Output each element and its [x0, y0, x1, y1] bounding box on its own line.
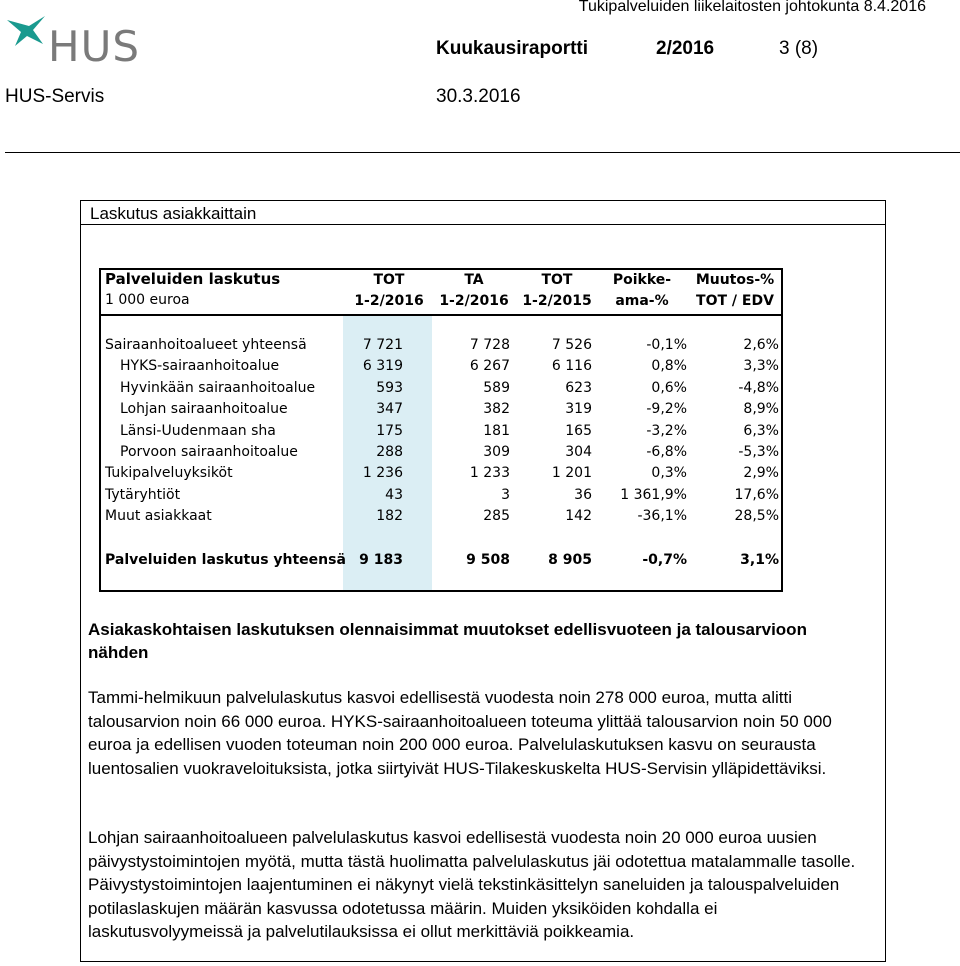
table-cell: 1 201	[551, 465, 592, 481]
table-cell: -6,8%	[646, 444, 687, 460]
table-cell: 7 526	[551, 337, 592, 353]
table-cell: 593	[376, 380, 403, 396]
table-cell: 288	[376, 444, 403, 460]
table-cell: 309	[483, 444, 510, 460]
table-cell: 175	[376, 423, 403, 439]
table-cell: -4,8%	[738, 380, 779, 396]
column-header: 1-2/2016	[354, 293, 424, 309]
column-header: TOT / EDV	[696, 293, 774, 309]
section-title: Laskutus asiakkaittain	[81, 201, 885, 225]
table-cell: 1 361,9%	[620, 487, 687, 503]
unit-name: HUS-Servis	[5, 86, 105, 107]
row-label: Sairaanhoitoalueet yhteensä	[105, 337, 307, 353]
total-cell: 9 508	[466, 552, 510, 568]
paragraph-2: Lohjan sairaanhoitoalueen palvelulaskutus kasvoi edellisestä vuodesta noin 20 000 euroa uusien päivystystoimintojen myötä, mutta tästä huolimatta palvelulaskutus jäi odotettua matalammalle tasolle. Päivystystoimintojen laajentuminen ei näkynyt vielä tekstinkäsittelyn saneluiden ja talouspalveluiden potilaslaskujen määrän kasvussa odotetussa määrin. Muiden yksiköiden kohdalla ei laskutusvolyymeissä ja palvelutilauksissa ei ollut merkittäviä poikkeamia.	[88, 828, 856, 941]
header-divider	[5, 152, 960, 153]
report-title: Kuukausiraportti	[436, 38, 589, 59]
row-label: Lohjan sairaanhoitoalue	[120, 401, 288, 417]
table-cell: 623	[565, 380, 592, 396]
organization: Tukipalveluiden liikelaitosten johtokunta 8.4.2016	[578, 0, 926, 15]
table-cell: 182	[376, 508, 403, 524]
table-cell: -9,2%	[646, 401, 687, 417]
table-cell: -5,3%	[738, 444, 779, 460]
table-cell: 36	[574, 487, 592, 503]
table-cell: 1 236	[362, 465, 403, 481]
total-cell: -0,7%	[642, 552, 687, 568]
table-cell: -36,1%	[637, 508, 687, 524]
table-cell: 3	[501, 487, 510, 503]
table-cell: 0,6%	[651, 380, 687, 396]
row-label: Länsi-Uudenmaan sha	[120, 423, 276, 439]
table-cell: 0,3%	[651, 465, 687, 481]
table-cell: -0,1%	[646, 337, 687, 353]
table-cell: 1 233	[469, 465, 510, 481]
table-cell: 2,6%	[743, 337, 779, 353]
table-cell: 347	[376, 401, 403, 417]
table-cell: 181	[483, 423, 510, 439]
report-date: 30.3.2016	[436, 86, 521, 107]
table-subtitle: 1 000 euroa	[105, 292, 190, 308]
column-header: TOT	[373, 272, 405, 288]
table-cell: 17,6%	[734, 487, 779, 503]
table-cell: 142	[565, 508, 592, 524]
table-cell: 6,3%	[743, 423, 779, 439]
total-cell: 3,1%	[740, 552, 779, 568]
report-period: 2/2016	[656, 38, 715, 59]
table-cell: 8,9%	[743, 401, 779, 417]
section-heading: Asiakaskohtaisen laskutuksen olennaisimmat muutokset edellisvuoteen ja talousarvioon nähden	[88, 620, 807, 662]
column-header: Poikke-	[612, 272, 672, 288]
table-cell: 7 721	[362, 337, 403, 353]
column-header: 1-2/2016	[439, 293, 509, 309]
table-cell: -3,2%	[646, 423, 687, 439]
table-title: Palveluiden laskutus	[105, 270, 281, 288]
row-label: Hyvinkään sairaanhoitoalue	[120, 380, 316, 396]
billing-table	[99, 268, 783, 592]
row-label: Tukipalveluyksiköt	[105, 465, 233, 481]
row-label: Porvoon sairaanhoitoalue	[120, 444, 298, 460]
table-cell: 589	[483, 380, 510, 396]
table-cell: 6 116	[551, 358, 592, 374]
logo-text: HUS	[48, 22, 140, 71]
table-cell: 28,5%	[734, 508, 779, 524]
table-cell: 285	[483, 508, 510, 524]
total-label: Palveluiden laskutus yhteensä	[105, 552, 346, 568]
column-header: 1-2/2015	[522, 293, 592, 309]
row-label: HYKS-sairaanhoitoalue	[120, 358, 280, 374]
column-header: Muutos-%	[695, 272, 775, 288]
row-label: Tytäryhtiöt	[105, 487, 181, 503]
table-cell: 6 319	[362, 358, 403, 374]
table-cell: 2,9%	[743, 465, 779, 481]
table-cell: 382	[483, 401, 510, 417]
table-cell: 165	[565, 423, 592, 439]
total-cell: 9 183	[359, 552, 403, 568]
table-cell: 0,8%	[651, 358, 687, 374]
table-cell: 43	[385, 487, 403, 503]
table-cell: 319	[565, 401, 592, 417]
header-rule	[99, 314, 783, 316]
column-header: ama-%	[615, 293, 669, 309]
table-cell: 3,3%	[743, 358, 779, 374]
total-cell: 8 905	[548, 552, 592, 568]
column-header: TA	[464, 272, 484, 288]
paragraph-1: Tammi-helmikuun palvelulaskutus kasvoi edellisestä vuodesta noin 278 000 euroa, mutta alitti talousarvion noin 66 000 euroa. HYKS-sairaanhoitoalueen toteuma ylittää talousarvion noin 50 000 euroa ja edellisen vuoden toteuman noin 200 000 euroa. Palvelulaskutuksen kasvu on seurausta luentosalien vuokraveloituksista, jotka siirtyivät HUS-Tilakeskuskelta HUS-Servisin ylläpidettäviksi.	[88, 688, 832, 778]
table-cell: 304	[565, 444, 592, 460]
column-header: TOT	[541, 272, 573, 288]
table-cell: 6 267	[469, 358, 510, 374]
table-cell: 7 728	[469, 337, 510, 353]
row-label: Muut asiakkaat	[105, 508, 212, 524]
page-number: 3 (8)	[779, 38, 819, 59]
